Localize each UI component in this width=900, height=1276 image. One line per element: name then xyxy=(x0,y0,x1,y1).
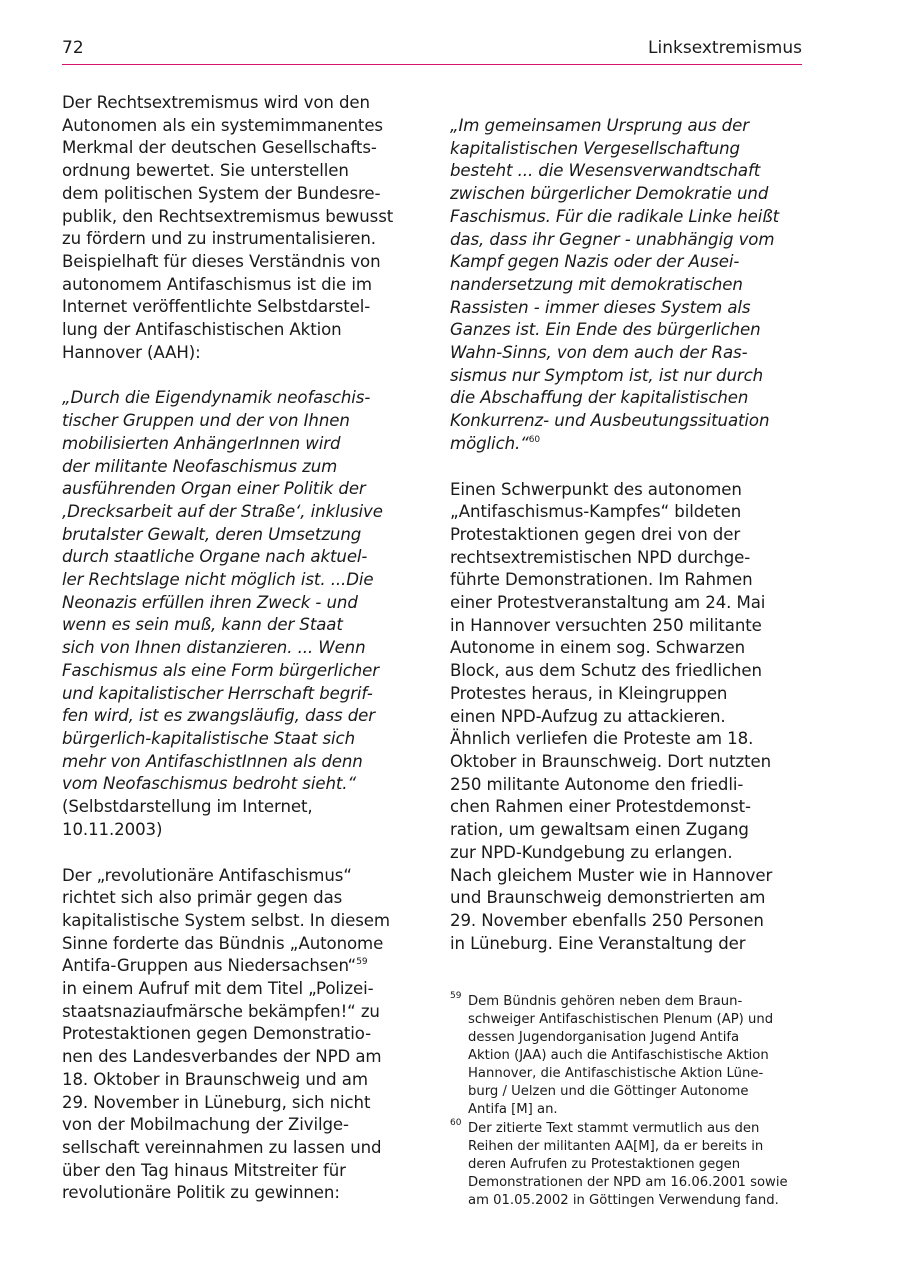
footnote-59 xyxy=(450,993,806,1119)
intro-paragraph: Der Rechtsextremismus wird von den Autonomen als ein systemimmanentes Merkmal der deutschen Gesellschafts- ordnung bewertet. Sie unterstellen dem politischen System der Bundesre- publik, den Rechtsextremismus bewusst zu fördern und zu instrumentalisieren. Beispielhaft für dieses Verständnis von autonomem Antifaschismus ist die im Internet veröffentlichte Selbstdarstel- lung der Antifaschistischen Aktion Hannover (AAH): xyxy=(62,93,394,362)
page-header xyxy=(62,36,802,65)
footnote-ref-59[interactable]: 59 xyxy=(356,957,368,968)
page-number: 72 xyxy=(62,38,84,58)
footnote-text: Dem Bündnis gehören neben dem Braun- schweiger Antifaschistischen Plenum (AP) und dessen Jugendorganisation Jugend Antifa Aktion (JAA) auch die Antifaschistische Aktion Hannover, die Antifaschistische Aktion Lüne- burg / Uelzen und die Göttinger Autonome Antifa [M] an. xyxy=(468,994,774,1117)
footnote-ref-60[interactable]: 60 xyxy=(528,434,540,445)
protest-actions-paragraph: Einen Schwerpunkt des autonomen „Antifaschismus-Kampfes“ bildeten Protestaktionen gegen drei von der rechtsextremistischen NPD durchge- führte Demonstrationen. Im Rahmen einer Protestveranstaltung am 24. Mai in Hannover versuchten 250 militante Autonome in einem sog. Schwarzen Block, aus dem Schutz des friedlichen Protestes heraus, in Kleingruppen einen NPD-Aufzug zu attackieren. Ähnlich verliefen die Proteste am 18. Oktober in Braunschweig. Dort nutzten 250 militante Autonome den friedli- chen Rahmen einer Protestdemonst- ration, um gewaltsam einen Zugang zur NPD-Kundgebung zu erlangen. Nach gleichem Muster wie in Hannover und Braunschweig demonstrierten am 29. November ebenfalls 250 Personen in Lüneburg. Eine Veranstaltung der xyxy=(450,479,773,953)
right-column xyxy=(450,115,806,978)
left-column xyxy=(62,92,414,1228)
quote-text: „Im gemeinsamen Ursprung aus der kapitalistischen Vergesellschaftung besteht ... die Wesensverwandtschaft zwischen bürgerlicher Demokratie und Faschismus. Für die radikale Linke heißt das, dass ihr Gegner - unabhängig vom Kampf gegen Nazis oder der Ausei- nandersetzung mit demokratischen Rassisten - immer dieses System als Ganzes ist. Ein Ende des bürgerlichen Wahn-Sinns, von dem auch der Ras- sismus nur Symptom ist, ist nur durch die Abschaffung der kapitalistischen Konkurrenz- und Ausbeutungssituation möglich.“ xyxy=(450,116,780,453)
running-title: Linksextremismus xyxy=(648,38,802,58)
quote-source: (Selbstdarstellung im Internet, 10.11.2003) xyxy=(62,797,313,839)
footnote-text: Der zitierte Text stammt vermutlich aus den Reihen der militanten AA[M], da er bereits in deren Aufrufen zu Protestaktionen gegen Demonstrationen der NPD am 16.06.2001 sowie am 01.05.2002 in Göttingen Verwendung fand. xyxy=(468,1121,788,1208)
footnote-number: 60 xyxy=(450,1118,462,1128)
system-quote xyxy=(450,115,806,456)
aah-quote: „Durch die Eigendynamik neofaschis- tischer Gruppen und der von Ihnen mobilisierten AnhängerInnen wird der militante Neofaschismus zum ausführenden Organ einer Politik der ‚Drecksarbeit auf der Straße‘, inklusive brutalster Gewalt, deren Umsetzung durch staatliche Organe nach aktuel- ler Rechtslage nicht möglich ist. ...Die Neonazis erfüllen ihren Zweck - und wenn es sein muß, kann der Staat sich von Ihnen distanzieren. ... Wenn Faschismus als eine Form bürgerlicher und kapitalistischer Herrschaft begrif- fen wird, ist es zwangsläufig, dass der bürgerlich-kapitalistische Staat sich mehr von AntifaschistInnen als denn vom Neofaschismus bedroht sieht.“ xyxy=(62,388,383,794)
paragraph-text-part1: Der „revolutionäre Antifaschismus“ richtet sich also primär gegen das kapitalistische System selbst. In diesem Sinne forderte das Bündnis „Autonome Antifa-Gruppen aus Niedersachsen“ xyxy=(62,865,390,976)
footnotes xyxy=(450,993,806,1211)
footnote-number: 59 xyxy=(450,991,462,1001)
paragraph-text-part2: in einem Aufruf mit dem Titel „Polizei- staatsnaziaufmärsche bekämpfen!“ zu Protestaktionen gegen Demonstratio- nen des Landesverbandes der NPD am 18. Oktober in Braunschweig und am 29. November in Lüneburg, sich nicht von der Mobilmachung der Zivilge- sellschaft vereinnahmen zu lassen und über den Tag hinaus Mitstreiter für revolutionäre Politik zu gewinnen: xyxy=(62,979,382,1203)
revolutionary-antifascism-paragraph xyxy=(62,865,414,1206)
footnote-60 xyxy=(450,1120,806,1210)
